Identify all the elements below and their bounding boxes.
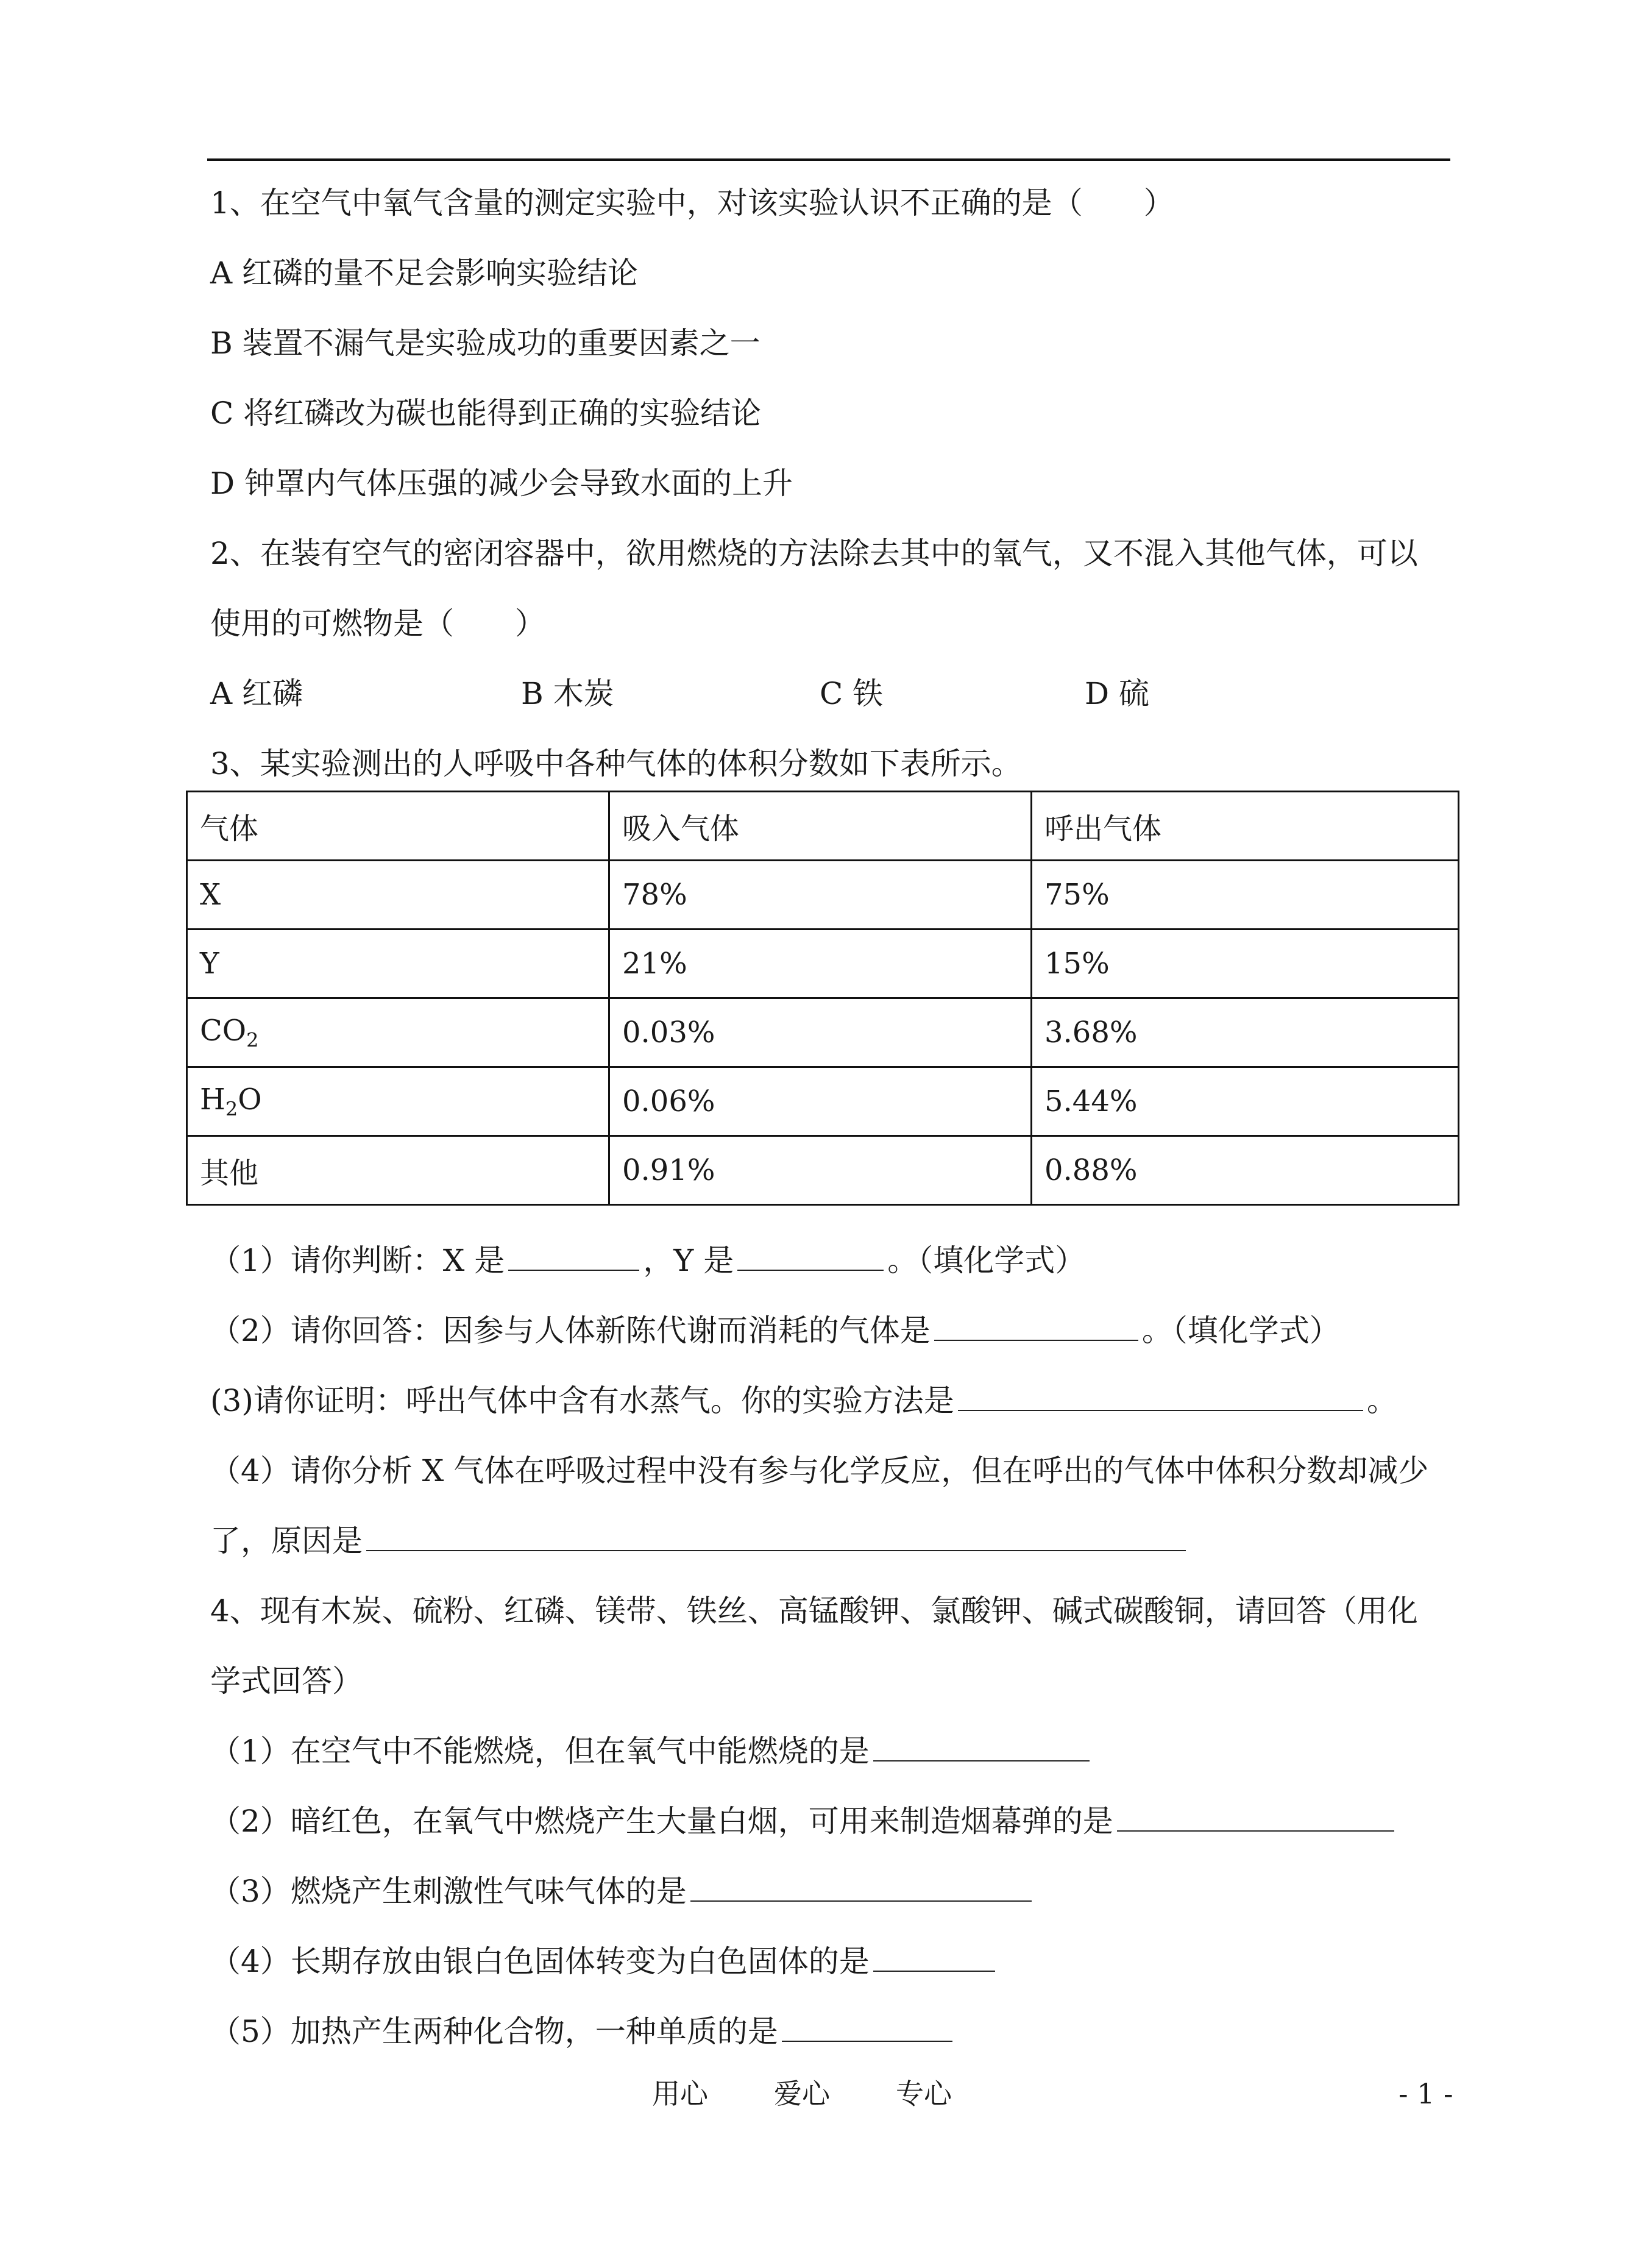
table-row xyxy=(187,1067,1459,1136)
q3-sub1-suffix: 。（填化学式） xyxy=(887,1243,1086,1278)
q3-stem: 3、某实验测出的人呼吸中各种气体的体积分数如下表所示。 xyxy=(210,746,1022,781)
q3-sub1-mid: ，Y 是 xyxy=(643,1243,734,1278)
q3-sub2-suffix: 。（填化学式） xyxy=(1141,1313,1340,1348)
q2-stem-line2: 使用的可燃物是（ ） xyxy=(210,606,545,641)
q4-stem-line2: 学式回答） xyxy=(210,1663,363,1699)
table-header-cell: 呼出气体 xyxy=(1032,792,1459,861)
q3-sub3-suffix: 。 xyxy=(1366,1383,1397,1418)
q3-sub3-prompt: (3)请你证明：呼出气体中含有水蒸气。你的实验方法是 xyxy=(210,1383,954,1418)
answer-blank[interactable] xyxy=(958,1379,1363,1411)
q3-sub2-prompt: （2）请你回答：因参与人体新陈代谢而消耗的气体是 xyxy=(210,1313,931,1348)
answer-blank-y[interactable] xyxy=(737,1239,884,1271)
table-row xyxy=(187,930,1459,998)
table-cell-gas: 其他 xyxy=(187,1136,609,1205)
page-number: - 1 - xyxy=(1399,2077,1453,2110)
q2-option-c: C 铁 xyxy=(820,676,884,711)
q4-sub2 xyxy=(210,1800,1398,1843)
table-cell-inhaled: 78% xyxy=(609,861,1032,930)
q3-sub1 xyxy=(210,1239,1085,1282)
table-header-cell: 气体 xyxy=(187,792,609,861)
q3-sub1-prompt: （1）请你判断：X 是 xyxy=(210,1243,505,1278)
header-rule xyxy=(207,158,1450,161)
q4-sub5 xyxy=(210,2010,956,2053)
q2-stem-line1: 2、在装有空气的密闭容器中，欲用燃烧的方法除去其中的氧气，又不混入其他气体，可以 xyxy=(210,536,1418,571)
q4-sub5-prompt: （5）加热产生两种化合物，一种单质的是 xyxy=(210,2014,778,2049)
table-cell-inhaled: 21% xyxy=(609,930,1032,998)
q1-stem: 1、在空气中氧气含量的测定实验中，对该实验认识不正确的是（ ） xyxy=(210,185,1174,221)
table-header-row xyxy=(187,792,1459,861)
table-cell-gas xyxy=(187,998,609,1067)
answer-blank[interactable] xyxy=(1117,1800,1394,1832)
q4-sub1-prompt: （1）在空气中不能燃烧，但在氧气中能燃烧的是 xyxy=(210,1733,870,1769)
table-cell-inhaled: 0.06% xyxy=(609,1067,1032,1136)
q4-stem-line1: 4、现有木炭、硫粉、红磷、镁带、铁丝、高锰酸钾、氯酸钾、碱式碳酸铜，请回答（用化 xyxy=(210,1593,1418,1629)
table-row xyxy=(187,998,1459,1067)
answer-blank[interactable] xyxy=(873,1730,1090,1761)
table-cell-exhaled: 5.44% xyxy=(1032,1067,1459,1136)
table-cell-gas: X xyxy=(187,861,609,930)
q2-option-d: D 硫 xyxy=(1085,676,1149,711)
gas-volume-table xyxy=(186,791,1459,1206)
q2-option-a: A 红磷 xyxy=(210,676,303,711)
table-header-cell: 吸入气体 xyxy=(609,792,1032,861)
table-cell-gas xyxy=(187,1067,609,1136)
q4-sub1 xyxy=(210,1730,1093,1772)
q3-sub2 xyxy=(210,1309,1340,1352)
answer-blank-x[interactable] xyxy=(508,1239,639,1271)
answer-blank[interactable] xyxy=(873,1940,995,1972)
q1-option-a: A 红磷的量不足会影响实验结论 xyxy=(210,255,639,291)
table-cell-gas: Y xyxy=(187,930,609,998)
q1-option-d: D 钟罩内气体压强的减少会导致水面的上升 xyxy=(210,466,793,501)
q3-sub3 xyxy=(210,1379,1397,1422)
formula-main: CO xyxy=(200,1013,247,1048)
table-cell-exhaled: 3.68% xyxy=(1032,998,1459,1067)
table-row xyxy=(187,1136,1459,1205)
table-cell-exhaled: 75% xyxy=(1032,861,1459,930)
table-row xyxy=(187,861,1459,930)
footer-word-3: 专心 xyxy=(896,2077,952,2110)
footer-word-1: 用心 xyxy=(652,2077,708,2110)
q4-sub3 xyxy=(210,1870,1035,1913)
table-cell-inhaled: 0.91% xyxy=(609,1136,1032,1205)
answer-blank[interactable] xyxy=(690,1870,1032,1902)
formula-pre: H xyxy=(200,1082,225,1117)
q1-option-b: B 装置不漏气是实验成功的重要因素之一 xyxy=(210,325,760,361)
formula-post: O xyxy=(238,1082,262,1117)
q3-sub4-prompt: 了，原因是 xyxy=(210,1523,363,1559)
table-cell-exhaled: 0.88% xyxy=(1032,1136,1459,1205)
table-cell-exhaled: 15% xyxy=(1032,930,1459,998)
table-cell-inhaled: 0.03% xyxy=(609,998,1032,1067)
formula-subscript: 2 xyxy=(246,1028,259,1052)
q1-option-c: C 将红磷改为碳也能得到正确的实验结论 xyxy=(210,396,762,431)
q4-sub2-prompt: （2）暗红色，在氧气中燃烧产生大量白烟，可用来制造烟幕弹的是 xyxy=(210,1804,1113,1839)
answer-blank[interactable] xyxy=(934,1309,1138,1341)
q2-option-b: B 木炭 xyxy=(521,676,614,711)
formula-subscript: 2 xyxy=(225,1097,238,1121)
footer-word-2: 爱心 xyxy=(774,2077,830,2110)
answer-blank[interactable] xyxy=(366,1520,1186,1551)
q4-sub3-prompt: （3）燃烧产生刺激性气味气体的是 xyxy=(210,1874,687,1909)
answer-blank[interactable] xyxy=(782,2010,952,2042)
q4-sub4-prompt: （4）长期存放由银白色固体转变为白色固体的是 xyxy=(210,1944,870,1979)
q3-sub4-line2 xyxy=(210,1520,1190,1562)
q4-sub4 xyxy=(210,1940,999,1983)
q3-sub4-line1: （4）请你分析 X 气体在呼吸过程中没有参与化学反应，但在呼出的气体中体积分数却减少 xyxy=(210,1453,1429,1488)
